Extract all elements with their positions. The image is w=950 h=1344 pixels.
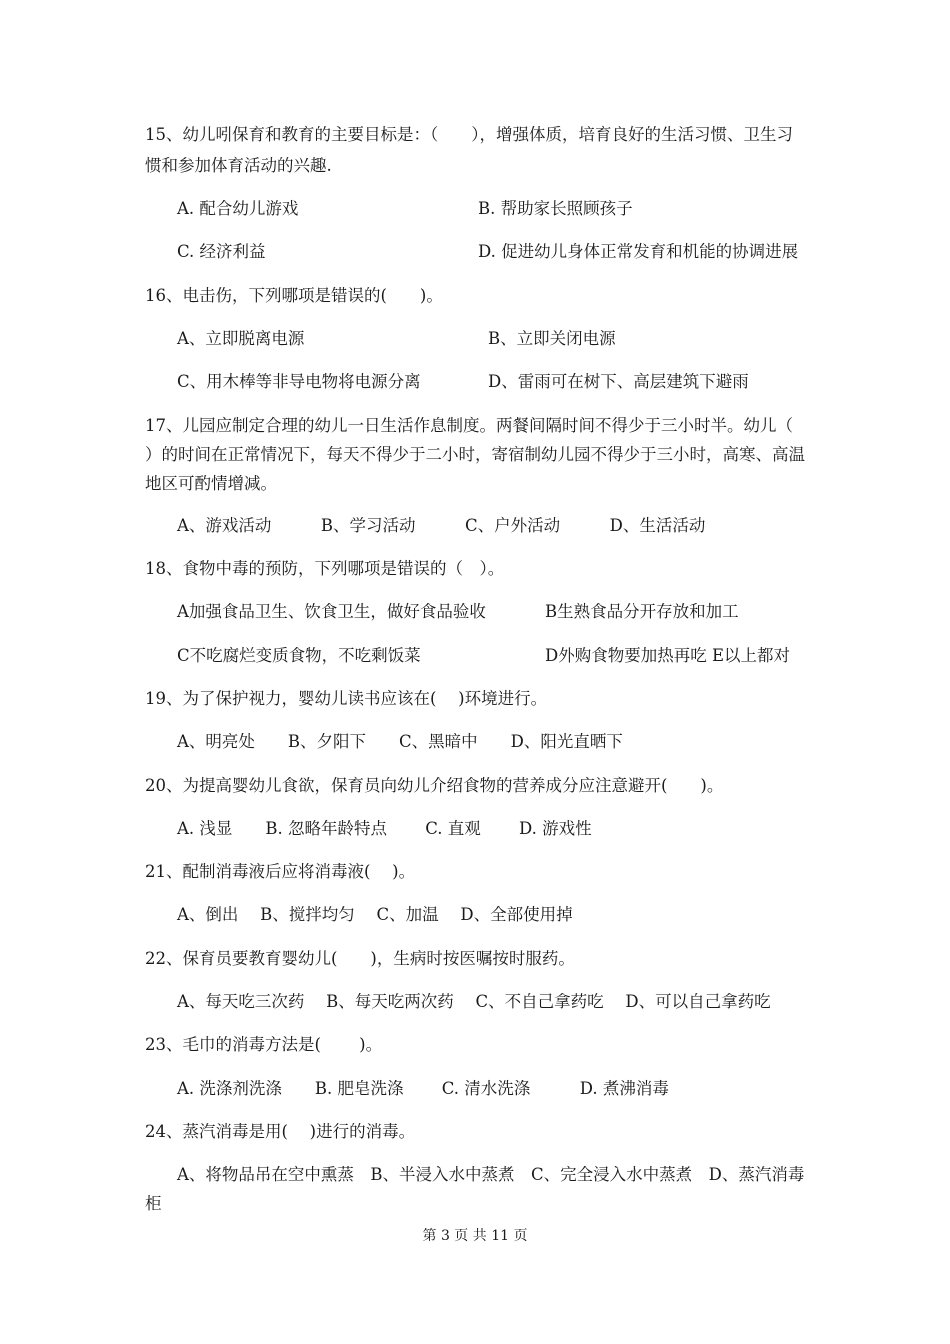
question-18-option-c: C不吃腐烂变质食物，不吃剩饭菜 — [177, 646, 421, 665]
question-18-option-de: D外购食物要加热再吃 E以上都对 — [545, 646, 791, 665]
question-17-stem-line2: ）的时间在正常情况下，每天不得少于二小时，寄宿制幼儿园不得少于三小时，高寒、高温 — [145, 445, 805, 464]
question-18-option-a: A加强食品卫生、饮食卫生，做好食品验收 — [177, 602, 486, 621]
question-15-stem-line1: 15、幼儿吲保育和教育的主要目标是：（ ），增强体质，培育良好的生活习惯、卫生习 — [145, 125, 793, 144]
question-16-option-c: C、用木棒等非导电物将电源分离 — [177, 372, 421, 391]
question-17-stem-line1: 17、儿园应制定合理的幼儿一日生活作息制度。两餐间隔时间不得少于三小时半。幼儿（ — [145, 416, 793, 435]
question-15-stem-line2: 惯和参加体育活动的兴趣. — [145, 156, 332, 175]
question-23-options: A. 洗涤剂洗涤 B. 肥皂洗涤 C. 清水洗涤 D. 煮沸消毒 — [177, 1079, 669, 1098]
question-18-option-b: B生熟食品分开存放和加工 — [545, 602, 739, 621]
question-17-options: A、游戏活动 B、学习活动 C、户外活动 D、生活活动 — [177, 516, 706, 535]
question-22-options: A、每天吃三次药 B、每天吃两次药 C、不自己拿药吃 D、可以自己拿药吃 — [177, 992, 771, 1011]
question-24-stem: 24、蒸汽消毒是用( )进行的消毒。 — [145, 1122, 416, 1141]
question-19-options: A、明亮处 B、夕阳下 C、黑暗中 D、阳光直晒下 — [177, 732, 623, 751]
question-21-stem: 21、配制消毒液后应将消毒液( )。 — [145, 862, 416, 881]
question-24-options-line2: 柜 — [145, 1194, 162, 1213]
question-18-stem: 18、食物中毒的预防，下列哪项是错误的（ ）。 — [145, 559, 505, 578]
page-number-footer: 第 3 页 共 11 页 — [422, 1228, 528, 1244]
question-15-option-a: A. 配合幼儿游戏 — [177, 199, 299, 218]
question-15-option-c: C. 经济利益 — [177, 242, 266, 261]
question-24-options-line1: A、将物品吊在空中熏蒸 B、半浸入水中蒸煮 C、完全浸入水中蒸煮 D、蒸汽消毒 — [177, 1165, 805, 1184]
question-20-stem: 20、为提高婴幼儿食欲，保育员向幼儿介绍食物的营养成分应注意避开( )。 — [145, 776, 724, 795]
question-15-option-d: D. 促进幼儿身体正常发育和机能的协调进展 — [478, 242, 799, 261]
question-21-options: A、倒出 B、搅拌均匀 C、加温 D、全部使用掉 — [177, 905, 573, 924]
question-16-option-a: A、立即脱离电源 — [177, 329, 305, 348]
question-19-stem: 19、为了保护视力，婴幼儿读书应该在( )环境进行。 — [145, 689, 548, 708]
question-22-stem: 22、保育员要教育婴幼儿( )，生病时按医嘱按时服药。 — [145, 949, 575, 968]
question-16-option-d: D、雷雨可在树下、高层建筑下避雨 — [488, 372, 749, 391]
question-16-option-b: B、立即关闭电源 — [488, 329, 616, 348]
question-20-options: A. 浅显 B. 忽略年龄特点 C. 直观 D. 游戏性 — [177, 819, 592, 838]
question-17-stem-line3: 地区可酌情增减。 — [145, 474, 277, 493]
question-23-stem: 23、毛巾的消毒方法是( )。 — [145, 1035, 383, 1054]
question-16-stem: 16、电击伤，下列哪项是错误的( )。 — [145, 286, 443, 305]
question-15-option-b: B. 帮助家长照顾孩子 — [478, 199, 633, 218]
